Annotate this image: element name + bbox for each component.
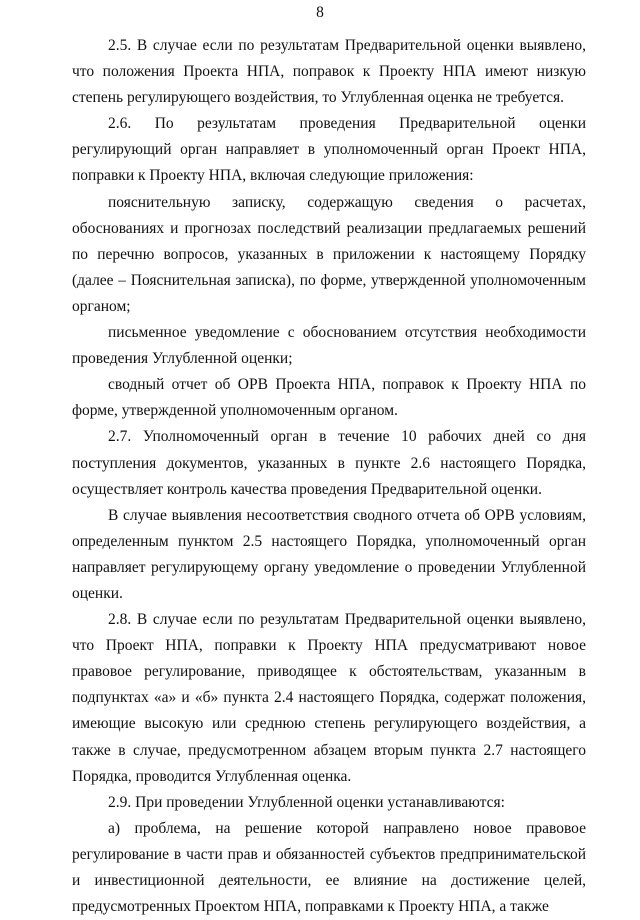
document-body	[72, 33, 586, 920]
paragraph-written-notice: письменное уведомление с обоснованием отсутствия необходимости проведения Углубленной оценки;	[72, 324, 586, 368]
paragraph-summary-report: сводный отчет об ОРВ Проекта НПА, поправок к Проекту НПА по форме, утвержденной уполномоченным органом.	[72, 376, 586, 420]
page-number: 8	[316, 4, 324, 21]
paragraph-2-9-a: а) проблема, на решение которой направлено новое правовое регулирование в части прав и обязанностей субъектов предпринимательской и инвестиционной деятельности, ее влияние на достижение целей, предусмотренных Проектом НПА, поправками к Проекту НПА, а также	[72, 819, 586, 916]
paragraph-2-8: 2.8. В случае если по результатам Предварительной оценки выявлено, что Проект НПА, поправки к Проекту НПА предусматривают новое правовое регулирование, приводящее к обстоятельствам, указанным в подпунктах «а» и «б» пункта 2.4 настоящего Порядка, содержат положения, имеющие высокую или среднюю степень регулирующего воздействия, а также в случае, предусмотренном абзацем вторым пункта 2.7 настоящего Порядка, проводится Углубленная оценка.	[72, 611, 586, 785]
paragraph-explanatory-note: пояснительную записку, содержащую сведения о расчетах, обоснованиях и прогнозах последствий реализации предлагаемых решений по перечню вопросов, указанных в приложении к настоящему Порядку (далее – Пояснительная записка), по форме, утвержденной уполномоченным органом;	[72, 193, 586, 315]
paragraph-2-6: 2.6. По результатам проведения Предварительной оценки регулирующий орган направляет в уполномоченный орган Проект НПА, поправки к Проекту НПА, включая следующие приложения:	[72, 115, 586, 185]
paragraph-2-5: 2.5. В случае если по результатам Предварительной оценки выявлено, что положения Проекта НПА, поправок к Проекту НПА имеют низкую степень регулирующего воздействия, то Углубленная оценка не требуется.	[72, 37, 586, 107]
paragraph-2-9: 2.9. При проведении Углубленной оценки устанавливаются:	[108, 793, 505, 811]
paragraph-2-7-discrepancy: В случае выявления несоответствия сводного отчета об ОРВ условиям, определенным пунктом 2.5 настоящего Порядка, уполномоченный орган направляет регулирующему органу уведомление о проведении Углубленной оценки.	[72, 506, 586, 602]
paragraph-2-7: 2.7. Уполномоченный орган в течение 10 рабочих дней со дня поступления документов, указанных в пункте 2.6 настоящего Порядка, осуществляет контроль качества проведения Предварительной оценки.	[72, 428, 586, 498]
